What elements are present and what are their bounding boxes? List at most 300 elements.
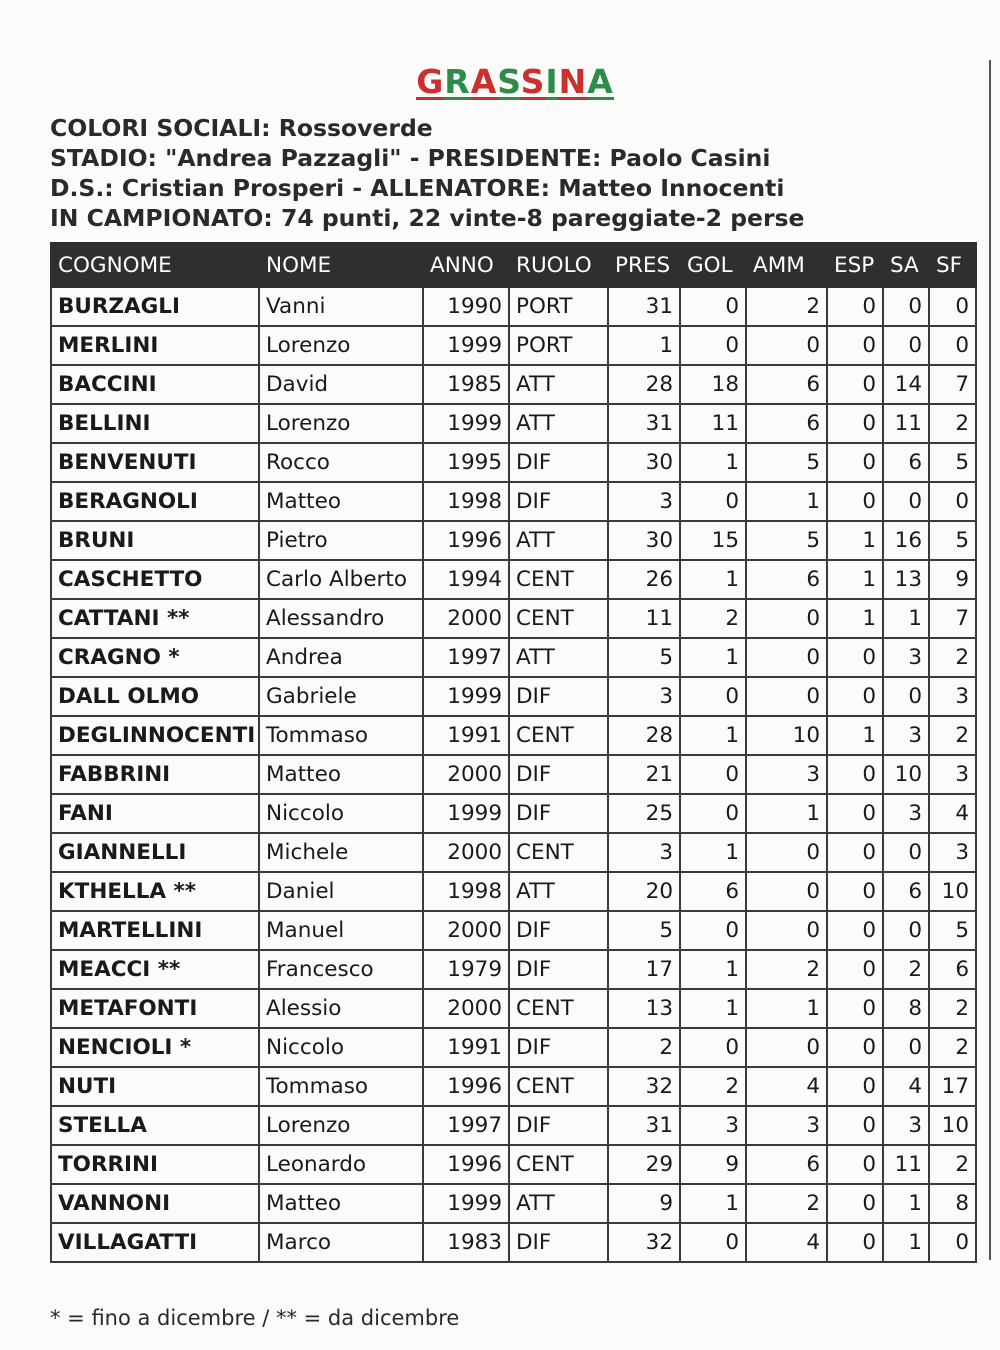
cell-ruolo: DIF <box>509 794 608 833</box>
team-info <box>50 113 950 233</box>
cell-sa: 1 <box>883 1223 929 1262</box>
team-title <box>0 62 1000 101</box>
cell-amm: 5 <box>746 443 827 482</box>
cell-cognome: NENCIOLI * <box>51 1028 259 1067</box>
cell-nome: Carlo Alberto <box>259 560 423 599</box>
cell-anno: 1979 <box>423 950 509 989</box>
cell-esp: 0 <box>827 677 883 716</box>
cell-cognome: FABBRINI <box>51 755 259 794</box>
table-row <box>51 716 976 755</box>
cell-amm: 1 <box>746 794 827 833</box>
cell-sf: 0 <box>929 326 976 365</box>
cell-anno: 1985 <box>423 365 509 404</box>
cell-sa: 13 <box>883 560 929 599</box>
info-championship: IN CAMPIONATO: 74 punti, 22 vinte-8 pareggiate-2 perse <box>50 204 805 232</box>
cell-sa: 0 <box>883 482 929 521</box>
cell-ruolo: DIF <box>509 911 608 950</box>
cell-anno: 1996 <box>423 1145 509 1184</box>
cell-sa: 1 <box>883 1184 929 1223</box>
cell-sa: 0 <box>883 911 929 950</box>
table-row <box>51 950 976 989</box>
cell-pres: 31 <box>608 287 680 326</box>
cell-ruolo: PORT <box>509 326 608 365</box>
cell-esp: 0 <box>827 443 883 482</box>
cell-anno: 1996 <box>423 1067 509 1106</box>
cell-anno: 2000 <box>423 599 509 638</box>
title-letter: A <box>470 62 498 101</box>
cell-cognome: DEGLINNOCENTI <box>51 716 259 755</box>
cell-nome: Lorenzo <box>259 1106 423 1145</box>
cell-gol: 1 <box>680 560 746 599</box>
cell-nome: Niccolo <box>259 1028 423 1067</box>
cell-gol: 1 <box>680 989 746 1028</box>
cell-pres: 5 <box>608 911 680 950</box>
cell-gol: 0 <box>680 1028 746 1067</box>
cell-amm: 4 <box>746 1067 827 1106</box>
cell-sa: 3 <box>883 716 929 755</box>
cell-sf: 0 <box>929 1223 976 1262</box>
cell-sf: 17 <box>929 1067 976 1106</box>
cell-amm: 10 <box>746 716 827 755</box>
cell-cognome: BURZAGLI <box>51 287 259 326</box>
column-header-esp: ESP <box>827 243 883 287</box>
cell-cognome: TORRINI <box>51 1145 259 1184</box>
cell-nome: Niccolo <box>259 794 423 833</box>
cell-nome: Andrea <box>259 638 423 677</box>
cell-nome: Lorenzo <box>259 326 423 365</box>
cell-ruolo: DIF <box>509 482 608 521</box>
column-header-pres: PRES <box>608 243 680 287</box>
cell-amm: 3 <box>746 755 827 794</box>
cell-cognome: DALL OLMO <box>51 677 259 716</box>
cell-nome: Lorenzo <box>259 404 423 443</box>
cell-nome: Tommaso <box>259 716 423 755</box>
info-stadium-president: STADIO: "Andrea Pazzagli" - PRESIDENTE: Paolo Casini <box>50 144 771 172</box>
cell-sa: 0 <box>883 833 929 872</box>
cell-sa: 6 <box>883 872 929 911</box>
table-row <box>51 755 976 794</box>
cell-gol: 0 <box>680 1223 746 1262</box>
cell-cognome: MEACCI ** <box>51 950 259 989</box>
cell-ruolo: CENT <box>509 599 608 638</box>
cell-sa: 3 <box>883 1106 929 1145</box>
cell-cognome: VILLAGATTI <box>51 1223 259 1262</box>
cell-pres: 9 <box>608 1184 680 1223</box>
cell-sf: 5 <box>929 443 976 482</box>
table-row <box>51 1028 976 1067</box>
cell-pres: 30 <box>608 521 680 560</box>
cell-anno: 1997 <box>423 638 509 677</box>
cell-anno: 1990 <box>423 287 509 326</box>
cell-gol: 0 <box>680 794 746 833</box>
table-row <box>51 1067 976 1106</box>
info-colors: COLORI SOCIALI: Rossoverde <box>50 114 433 142</box>
team-title-letters <box>416 62 614 101</box>
cell-gol: 3 <box>680 1106 746 1145</box>
cell-cognome: BENVENUTI <box>51 443 259 482</box>
title-letter: S <box>520 62 546 101</box>
cell-amm: 2 <box>746 1184 827 1223</box>
table-row <box>51 404 976 443</box>
cell-nome: Gabriele <box>259 677 423 716</box>
cell-sf: 6 <box>929 950 976 989</box>
cell-pres: 20 <box>608 872 680 911</box>
cell-esp: 0 <box>827 1223 883 1262</box>
cell-cognome: MARTELLINI <box>51 911 259 950</box>
cell-pres: 21 <box>608 755 680 794</box>
cell-anno: 1999 <box>423 1184 509 1223</box>
title-letter: N <box>558 62 588 101</box>
cell-sf: 3 <box>929 755 976 794</box>
cell-cognome: BERAGNOLI <box>51 482 259 521</box>
cell-pres: 13 <box>608 989 680 1028</box>
cell-pres: 30 <box>608 443 680 482</box>
cell-esp: 0 <box>827 1145 883 1184</box>
cell-ruolo: PORT <box>509 287 608 326</box>
cell-amm: 6 <box>746 560 827 599</box>
cell-gol: 0 <box>680 482 746 521</box>
cell-amm: 1 <box>746 482 827 521</box>
column-header-sa: SA <box>883 243 929 287</box>
cell-amm: 0 <box>746 911 827 950</box>
cell-gol: 9 <box>680 1145 746 1184</box>
table-row <box>51 1106 976 1145</box>
cell-sa: 6 <box>883 443 929 482</box>
cell-amm: 0 <box>746 833 827 872</box>
cell-esp: 0 <box>827 404 883 443</box>
cell-sf: 10 <box>929 1106 976 1145</box>
cell-sf: 2 <box>929 989 976 1028</box>
cell-pres: 5 <box>608 638 680 677</box>
cell-anno: 2000 <box>423 833 509 872</box>
cell-ruolo: CENT <box>509 833 608 872</box>
cell-cognome: CASCHETTO <box>51 560 259 599</box>
cell-ruolo: DIF <box>509 1223 608 1262</box>
cell-anno: 1991 <box>423 1028 509 1067</box>
cell-ruolo: ATT <box>509 638 608 677</box>
cell-nome: Alessandro <box>259 599 423 638</box>
cell-pres: 11 <box>608 599 680 638</box>
cell-gol: 1 <box>680 716 746 755</box>
cell-sa: 1 <box>883 599 929 638</box>
cell-amm: 1 <box>746 989 827 1028</box>
cell-pres: 1 <box>608 326 680 365</box>
cell-gol: 0 <box>680 677 746 716</box>
cell-esp: 1 <box>827 599 883 638</box>
column-header-sf: SF <box>929 243 976 287</box>
cell-sa: 14 <box>883 365 929 404</box>
cell-nome: Marco <box>259 1223 423 1262</box>
cell-nome: Francesco <box>259 950 423 989</box>
cell-nome: Daniel <box>259 872 423 911</box>
cell-gol: 0 <box>680 287 746 326</box>
cell-anno: 1999 <box>423 326 509 365</box>
cell-sa: 11 <box>883 404 929 443</box>
cell-sa: 0 <box>883 326 929 365</box>
cell-gol: 18 <box>680 365 746 404</box>
cell-nome: Rocco <box>259 443 423 482</box>
cell-sa: 11 <box>883 1145 929 1184</box>
cell-cognome: CRAGNO * <box>51 638 259 677</box>
cell-sf: 4 <box>929 794 976 833</box>
title-letter: A <box>587 62 614 101</box>
cell-ruolo: CENT <box>509 989 608 1028</box>
cell-amm: 2 <box>746 287 827 326</box>
cell-cognome: CATTANI ** <box>51 599 259 638</box>
cell-anno: 2000 <box>423 989 509 1028</box>
cell-cognome: STELLA <box>51 1106 259 1145</box>
roster-body <box>51 287 976 1262</box>
title-letter: G <box>416 62 445 101</box>
title-letter: S <box>497 62 521 101</box>
cell-sf: 2 <box>929 1028 976 1067</box>
cell-pres: 31 <box>608 1106 680 1145</box>
cell-esp: 0 <box>827 326 883 365</box>
column-header-nome: NOME <box>259 243 423 287</box>
column-header-cognome: COGNOME <box>51 243 259 287</box>
cell-pres: 3 <box>608 482 680 521</box>
cell-sf: 3 <box>929 677 976 716</box>
cell-nome: Pietro <box>259 521 423 560</box>
cell-anno: 2000 <box>423 911 509 950</box>
cell-ruolo: DIF <box>509 677 608 716</box>
cell-pres: 3 <box>608 677 680 716</box>
table-row <box>51 482 976 521</box>
footnote: * = fino a dicembre / ** = da dicembre <box>50 1306 460 1330</box>
table-row <box>51 638 976 677</box>
cell-sa: 0 <box>883 1028 929 1067</box>
cell-esp: 0 <box>827 755 883 794</box>
cell-gol: 0 <box>680 326 746 365</box>
cell-esp: 0 <box>827 638 883 677</box>
cell-anno: 1999 <box>423 677 509 716</box>
cell-cognome: GIANNELLI <box>51 833 259 872</box>
cell-nome: Matteo <box>259 482 423 521</box>
cell-ruolo: ATT <box>509 872 608 911</box>
cell-cognome: FANI <box>51 794 259 833</box>
cell-ruolo: CENT <box>509 716 608 755</box>
table-row <box>51 1145 976 1184</box>
cell-anno: 1995 <box>423 443 509 482</box>
cell-gol: 2 <box>680 599 746 638</box>
cell-amm: 5 <box>746 521 827 560</box>
cell-esp: 0 <box>827 989 883 1028</box>
cell-sf: 2 <box>929 638 976 677</box>
cell-amm: 0 <box>746 1028 827 1067</box>
cell-anno: 1999 <box>423 794 509 833</box>
cell-gol: 0 <box>680 911 746 950</box>
cell-sa: 2 <box>883 950 929 989</box>
cell-esp: 0 <box>827 365 883 404</box>
cell-esp: 0 <box>827 833 883 872</box>
cell-pres: 31 <box>608 404 680 443</box>
cell-cognome: METAFONTI <box>51 989 259 1028</box>
cell-nome: David <box>259 365 423 404</box>
cell-pres: 29 <box>608 1145 680 1184</box>
table-row <box>51 911 976 950</box>
cell-nome: Leonardo <box>259 1145 423 1184</box>
cell-sa: 8 <box>883 989 929 1028</box>
column-header-ruolo: RUOLO <box>509 243 608 287</box>
cell-anno: 2000 <box>423 755 509 794</box>
cell-sa: 16 <box>883 521 929 560</box>
cell-gol: 1 <box>680 638 746 677</box>
cell-esp: 1 <box>827 521 883 560</box>
roster-table <box>50 242 977 1263</box>
cell-amm: 0 <box>746 599 827 638</box>
cell-sf: 2 <box>929 1145 976 1184</box>
cell-sa: 0 <box>883 287 929 326</box>
cell-ruolo: DIF <box>509 1028 608 1067</box>
cell-sf: 7 <box>929 365 976 404</box>
table-row <box>51 287 976 326</box>
title-letter: I <box>545 62 559 101</box>
cell-nome: Vanni <box>259 287 423 326</box>
cell-nome: Matteo <box>259 1184 423 1223</box>
column-header-anno: ANNO <box>423 243 509 287</box>
cell-sa: 3 <box>883 794 929 833</box>
cell-amm: 3 <box>746 1106 827 1145</box>
cell-esp: 1 <box>827 716 883 755</box>
cell-gol: 2 <box>680 1067 746 1106</box>
cell-sf: 0 <box>929 287 976 326</box>
cell-anno: 1994 <box>423 560 509 599</box>
table-row <box>51 872 976 911</box>
cell-ruolo: ATT <box>509 365 608 404</box>
cell-ruolo: DIF <box>509 950 608 989</box>
cell-nome: Alessio <box>259 989 423 1028</box>
cell-esp: 1 <box>827 560 883 599</box>
cell-sf: 0 <box>929 482 976 521</box>
table-row <box>51 794 976 833</box>
cell-amm: 6 <box>746 1145 827 1184</box>
cell-ruolo: CENT <box>509 1145 608 1184</box>
cell-sf: 9 <box>929 560 976 599</box>
cell-amm: 6 <box>746 404 827 443</box>
cell-ruolo: ATT <box>509 1184 608 1223</box>
cell-amm: 4 <box>746 1223 827 1262</box>
cell-ruolo: CENT <box>509 1067 608 1106</box>
cell-gol: 1 <box>680 833 746 872</box>
cell-esp: 0 <box>827 1067 883 1106</box>
info-ds-coach: D.S.: Cristian Prosperi - ALLENATORE: Matteo Innocenti <box>50 174 785 202</box>
cell-pres: 32 <box>608 1223 680 1262</box>
cell-cognome: KTHELLA ** <box>51 872 259 911</box>
cell-pres: 2 <box>608 1028 680 1067</box>
cell-pres: 3 <box>608 833 680 872</box>
column-header-gol: GOL <box>680 243 746 287</box>
cell-anno: 1996 <box>423 521 509 560</box>
cell-gol: 15 <box>680 521 746 560</box>
cell-cognome: BELLINI <box>51 404 259 443</box>
cell-esp: 0 <box>827 794 883 833</box>
cell-sf: 7 <box>929 599 976 638</box>
cell-sf: 3 <box>929 833 976 872</box>
cell-esp: 0 <box>827 911 883 950</box>
cell-ruolo: DIF <box>509 755 608 794</box>
cell-nome: Michele <box>259 833 423 872</box>
cell-gol: 6 <box>680 872 746 911</box>
table-row <box>51 560 976 599</box>
cell-nome: Matteo <box>259 755 423 794</box>
cell-pres: 25 <box>608 794 680 833</box>
cell-gol: 1 <box>680 1184 746 1223</box>
cell-sa: 3 <box>883 638 929 677</box>
table-row <box>51 599 976 638</box>
table-row <box>51 326 976 365</box>
table-row <box>51 443 976 482</box>
cell-ruolo: ATT <box>509 404 608 443</box>
cell-esp: 0 <box>827 1106 883 1145</box>
table-row <box>51 365 976 404</box>
cell-amm: 6 <box>746 365 827 404</box>
cell-pres: 26 <box>608 560 680 599</box>
cell-sa: 4 <box>883 1067 929 1106</box>
cell-nome: Tommaso <box>259 1067 423 1106</box>
cell-sf: 10 <box>929 872 976 911</box>
table-header-row <box>51 243 976 287</box>
cell-sa: 0 <box>883 677 929 716</box>
cell-amm: 2 <box>746 950 827 989</box>
cell-esp: 0 <box>827 872 883 911</box>
cell-anno: 1998 <box>423 872 509 911</box>
cell-esp: 0 <box>827 482 883 521</box>
cell-gol: 11 <box>680 404 746 443</box>
cell-anno: 1997 <box>423 1106 509 1145</box>
cell-sf: 8 <box>929 1184 976 1223</box>
cell-ruolo: ATT <box>509 521 608 560</box>
table-row <box>51 989 976 1028</box>
cell-sf: 5 <box>929 911 976 950</box>
cell-sf: 5 <box>929 521 976 560</box>
cell-cognome: NUTI <box>51 1067 259 1106</box>
table-row <box>51 833 976 872</box>
cell-anno: 1983 <box>423 1223 509 1262</box>
table-row <box>51 1184 976 1223</box>
cell-anno: 1998 <box>423 482 509 521</box>
cell-anno: 1999 <box>423 404 509 443</box>
cell-cognome: BRUNI <box>51 521 259 560</box>
table-row <box>51 521 976 560</box>
table-row <box>51 677 976 716</box>
cell-esp: 0 <box>827 950 883 989</box>
cell-ruolo: CENT <box>509 560 608 599</box>
cell-amm: 0 <box>746 638 827 677</box>
cell-amm: 0 <box>746 872 827 911</box>
cell-ruolo: DIF <box>509 443 608 482</box>
page-edge-line <box>989 60 991 1260</box>
cell-sf: 2 <box>929 716 976 755</box>
title-letter: R <box>444 62 471 101</box>
cell-amm: 0 <box>746 677 827 716</box>
cell-esp: 0 <box>827 1028 883 1067</box>
cell-amm: 0 <box>746 326 827 365</box>
cell-pres: 32 <box>608 1067 680 1106</box>
cell-pres: 28 <box>608 365 680 404</box>
cell-ruolo: DIF <box>509 1106 608 1145</box>
cell-sa: 10 <box>883 755 929 794</box>
cell-pres: 28 <box>608 716 680 755</box>
cell-esp: 0 <box>827 1184 883 1223</box>
cell-pres: 17 <box>608 950 680 989</box>
cell-cognome: MERLINI <box>51 326 259 365</box>
cell-sf: 2 <box>929 404 976 443</box>
table-row <box>51 1223 976 1262</box>
cell-cognome: BACCINI <box>51 365 259 404</box>
cell-nome: Manuel <box>259 911 423 950</box>
cell-gol: 1 <box>680 950 746 989</box>
cell-gol: 1 <box>680 443 746 482</box>
